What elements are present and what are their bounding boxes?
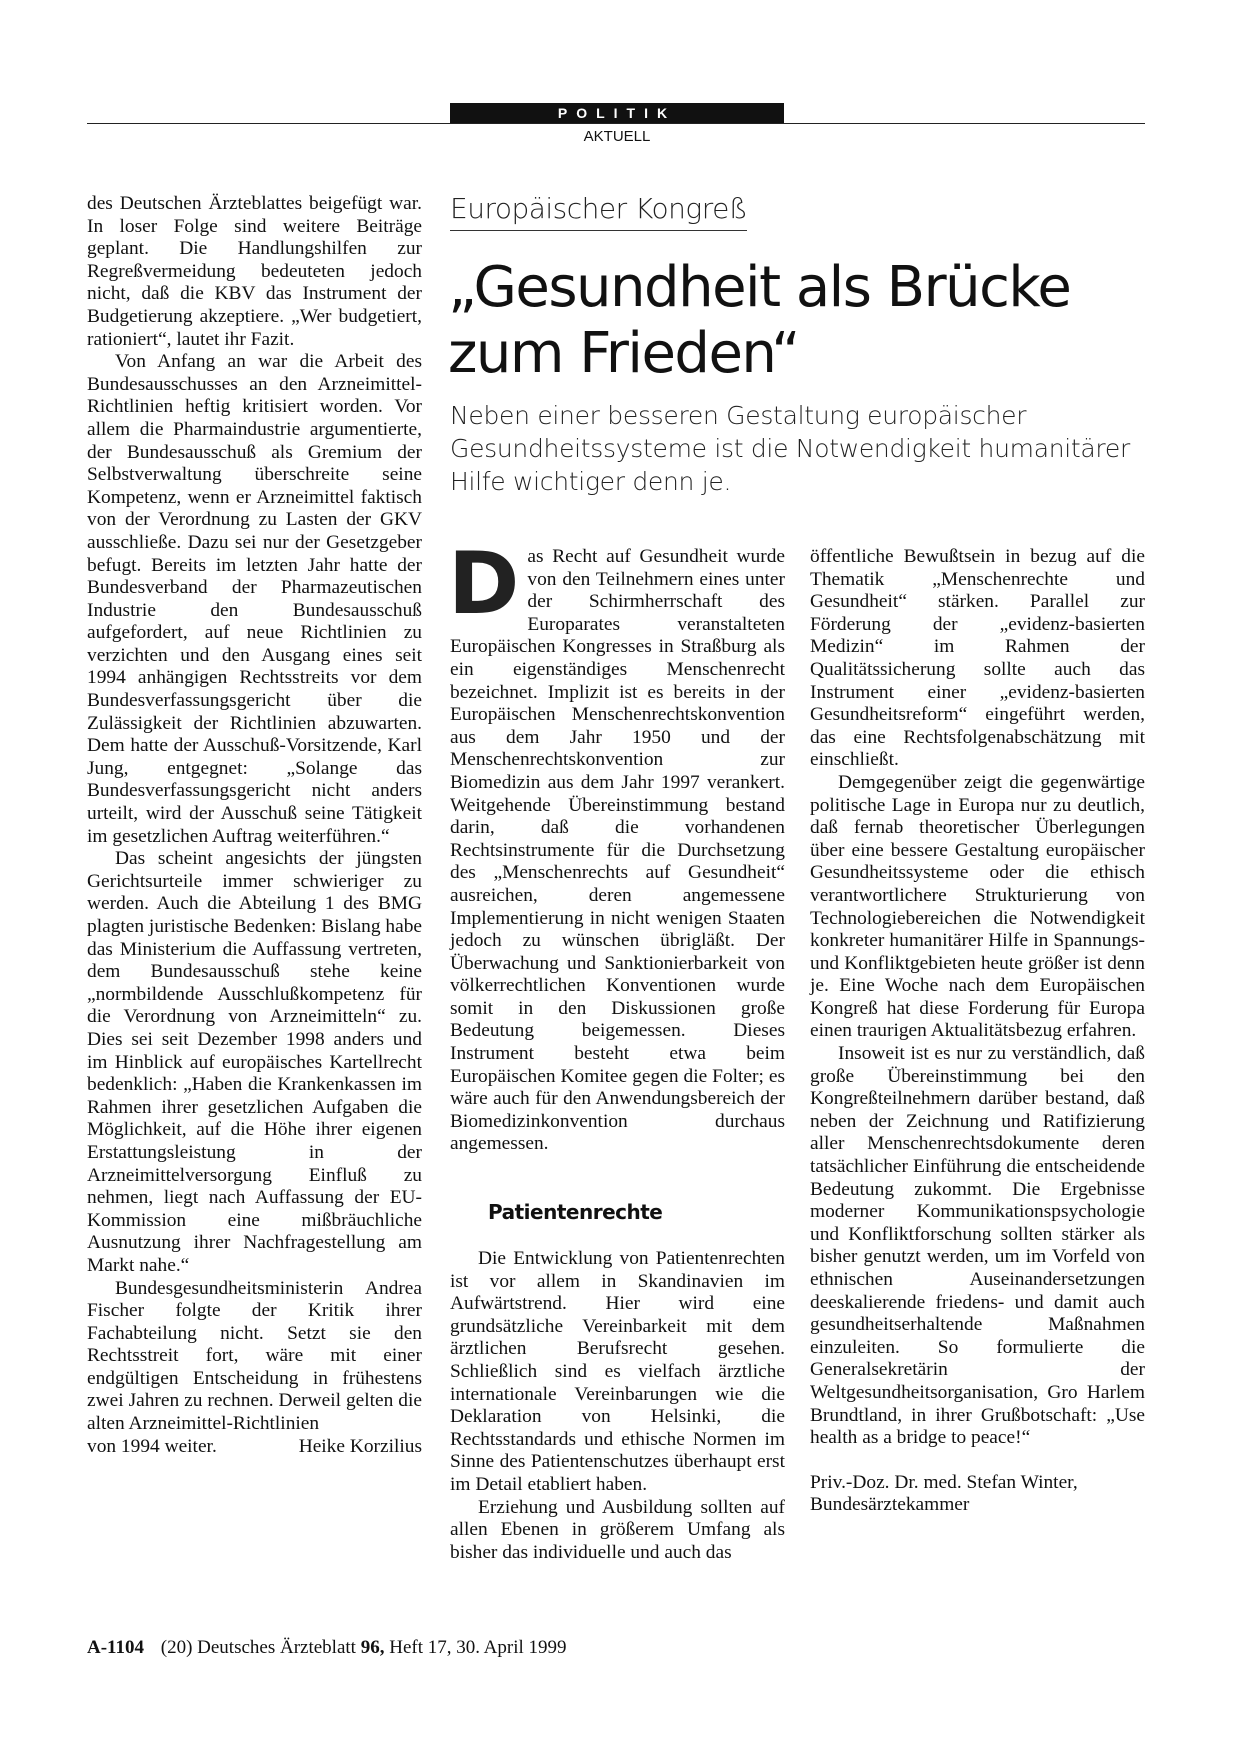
- intro-text: as Recht auf Gesundheit wurde von den Teilnehmern eines unter der Schirmherrschaft des Europarates veranstalteten Europäischen Kongresses in Straßburg als ein eigenständiges Menschenrecht bezeichnet. Implizit ist es bereits in der Europäischen Menschenrechtskonvention aus dem Jahr 1950 und der Menschenrechtskonvention zur Biomedizin aus dem Jahr 1997 verankert. Weitgehende Übereinstimmung bestand darin, daß die vorhandenen Rechtsinstrumente für die Durchsetzung des „Menschenrechts auf Gesundheit“ ausreichen, deren angemessene Implementierung in nicht wenigen Staaten jedoch zu wünschen übrigläßt. Der Überwachung und Sanktionierbarkeit von völkerrechtlichen Konventionen wurde somit in den Diskussionen große Bedeutung beigemessen. Dieses Instrument besteht etwa beim Europäischen Komitee gegen die Folter; es wäre auch für den Anwendungsbereich der Biomedizinkonvention durchaus angemessen.: [450, 546, 785, 1155]
- section-spacer: [450, 1156, 785, 1200]
- header-rule: [87, 123, 1145, 124]
- page-number: A-1104: [87, 1637, 144, 1658]
- article-byline: [810, 1472, 1145, 1517]
- right-paragraph-1: öffentliche Bewußtsein in bezug auf die Thematik „Menschenrechte und Gesundheit“ stärken. Parallel zur Förderung der „evidenz-basierten Medizin“ im Rahmen der Qualitätssicherung sollte auch das Instrument einer „evidenz-basierten Gesundheitsreform“ eingeführt werden, das eine Rechtsfolgenabschätzung mit einschließt.: [810, 546, 1145, 771]
- right-paragraph-3: Insoweit ist es nur zu verständlich, daß große Übereinstimmung bei den Kongreßteilnehmern darüber bestand, daß neben der Zeichnung und Ratifizierung aller Menschenrechtsdokumente deren tatsächlicher Einführung die entscheidende Bedeutung zukommt. Die Ergebnisse moderner Kommunikationspsychologie und Konfliktforschung sollten stärker als bisher genutzt werden, um im Vorfeld von ethnischen Auseinandersetzungen deeskalierende friedens- und damit auch gesundheitserhaltende Maßnahmen einzuleiten. So formulierte die Generalsekretärin der Weltgesundheitsorganisation, Gro Harlem Brundtland, in ihrer Grußbotschaft: „Use health as a bridge to peace!“: [810, 1043, 1145, 1449]
- byline-name: Priv.-Doz. Dr. med. Stefan Winter,: [810, 1471, 1078, 1493]
- left-author: Heike Korzilius: [298, 1435, 422, 1457]
- mid-paragraph-1: Die Entwicklung von Patientenrechten ist vor allem in Skandinavien im Aufwärtstrend. Hier wird eine grundsätzliche Vereinbarkeit mit dem ärztlichen Berufsrecht gesehen. Schließlich sind es vielfach ärztliche internationale Vereinbarungen wie die Deklaration von Helsinki, die Rechtsstandards und ethische Normen im Sinne des Patientenschutzes überhaupt erst im Detail etabliert haben.: [450, 1248, 785, 1495]
- subsection-label: AKTUELL: [583, 128, 651, 145]
- mid-paragraph-2: Erziehung und Ausbildung sollten auf allen Ebenen in größerem Umfang als bisher das individuelle und auch das: [450, 1496, 785, 1563]
- left-paragraph-3: Das scheint angesichts der jüngsten Gerichtsurteile immer schwieriger zu werden. Auch die Abteilung 1 des BMG plagten juristische Bedenken: Bislang habe das Ministerium die Auffassung vertreten, dem Bundesausschuß stehe keine „normbildende Ausschlußkompetenz für die Verordnung von Arzneimitteln“ zu. Dies sei seit Dezember 1998 anders und im Hinblick auf europäisches Kartellrecht bedenklich: „Haben die Krankenkassen im Rahmen ihrer gesetzlichen Aufgaben die Möglichkeit, auf die Höhe ihrer eigenen Erstattungsleistung in der Arzneimittelversorgung Einfluß zu nehmen, liegt nach Auffassung der EU-Kommission eine mißbräuchliche Ausnutzung ihrer Nachfragestellung am Markt nahe.“: [87, 848, 422, 1276]
- left-paragraph-1: des Deutschen Ärzteblattes beigefügt war. In loser Folge sind weitere Beiträge geplant. Die Handlungshilfen zur Regreßvermeidung bedeuteten jedoch nicht, daß die KBV das Instrument der Budgetierung akzeptiere. „Wer budgetiert, rationiert“, lautet ihr Fazit.: [87, 193, 422, 350]
- footer-issue-prefix: (20) Deutsches Ärzteblatt: [160, 1637, 356, 1658]
- article-kicker: Europäischer Kongreß: [450, 192, 747, 231]
- right-paragraph-2: Demgegenüber zeigt die gegenwärtige politische Lage in Europa nur zu deutlich, daß fernab theoretischer Überlegungen über eine bessere Gestaltung europäischer Gesundheitssysteme oder die ethisch verantwortlichere Strukturierung von Technologiebereichen die Notwendigkeit konkreter humanitärer Hilfe in Spannungs- und Konfliktgebieten heute größer ist denn je. Eine Woche nach dem Europäischen Kongreß hat diese Forderung für Europa einen traurigen Aktualitätsbezug erfahren.: [810, 771, 1145, 1042]
- footer-issue-suffix: Heft 17, 30. April 1999: [389, 1637, 567, 1658]
- section-label: POLITIK: [450, 103, 784, 123]
- byline-affiliation: Bundesärztekammer: [810, 1494, 970, 1516]
- article-deck: Neben einer besseren Gestaltung europäischer Gesundheitssysteme ist die Notwendigkeit humanitärer Hilfe wichtiger denn je.: [450, 401, 1130, 496]
- intro-paragraph: [448, 534, 785, 1156]
- left-paragraph-2: Von Anfang an war die Arbeit des Bundesausschusses an den Arzneimittel-Richtlinien heftig kritisiert worden. Vor allem die Pharmaindustrie argumentierte, der Bundesausschuß als Gremium der Selbstverwaltung überschreite seine Kompetenz, wenn er Arzneimittel faktisch von der Verordnung zu Lasten der GKV ausschließe. Dazu sei nur der Gesetzgeber befugt. Bereits im letzten Jahr hatte der Bundesverband der Pharmazeutischen Industrie den Bundesausschuß aufgefordert, auf neue Richtlinien zu verzichten und den Ausgang eines seit 1994 anhängigen Rechtsstreits vor dem Bundesverfassungsgericht über die Zulässigkeit der Richtlinien abzuwarten. Dem hatte der Ausschuß-Vorsitzende, Karl Jung, entgegnet: „Solange das Bundesverfassungsgericht nicht anders urteilt, wird der Ausschuß seine Tätigkeit im gesetzlichen Auftrag weiterführen.“: [87, 351, 422, 847]
- subhead-patientenrechte: Patientenrechte: [488, 1200, 663, 1225]
- footer-volume: 96,: [360, 1637, 385, 1658]
- page-footer: [87, 1637, 567, 1659]
- left-paragraph-4: Bundesgesundheitsministerin Andrea Fischer folgte der Kritik ihrer Fachabteilung nicht. Setzt sie den Rechtsstreit fort, wäre mit einer endgültigen Entscheidung in frühestens zwei Jahren zu rechnen. Derweil gelten die alten Arzneimittel-Richtlinien: [87, 1277, 422, 1435]
- left-last-line: von 1994 weiter.: [87, 1435, 217, 1457]
- drop-cap: D: [448, 534, 520, 634]
- left-author-line: [87, 1436, 422, 1459]
- right-column: [810, 546, 1145, 1517]
- middle-column: [448, 534, 785, 1564]
- article-headline: „Gesundheit als Brücke zum Frieden“: [448, 255, 1071, 386]
- left-column: [87, 193, 422, 1458]
